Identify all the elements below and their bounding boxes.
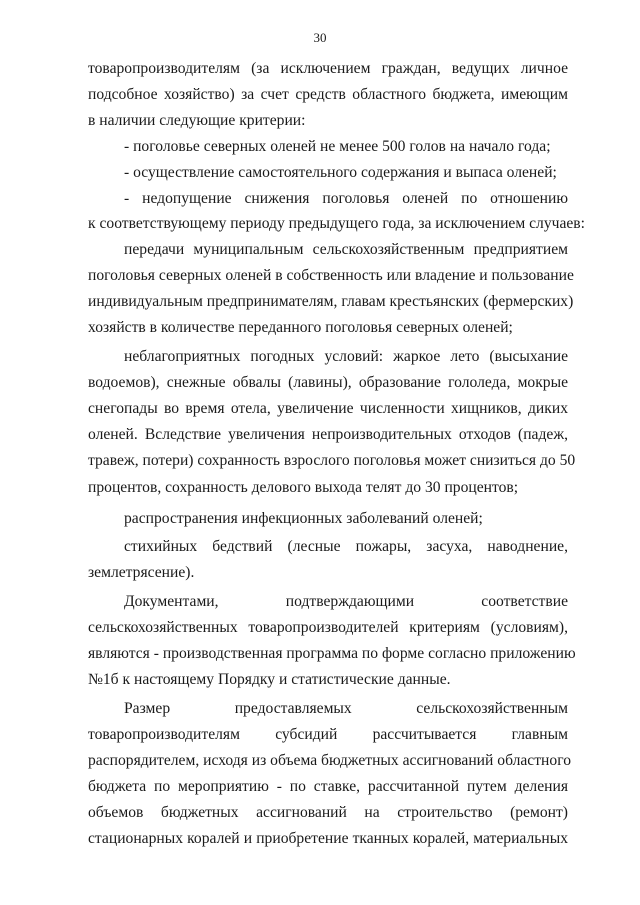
text-line: сельскохозяйственных товаропроизводителей критериям (условиям), [88,619,568,636]
text-line: - осуществление самостоятельного содержания и выпаса оленей; [124,164,557,181]
text-line: хозяйств в количестве переданного поголовья северных оленей; [88,319,513,336]
text-line: Размер предоставляемых сельскохозяйственным [124,700,568,717]
text-line: бюджета по мероприятию - по ставке, рассчитанной путем деления [88,778,568,795]
text-line: стационарных коралей и приобретение тканных коралей, материальных [88,830,568,847]
text-line: являются - производственная программа по форме согласно приложению [88,645,576,662]
text-line: распорядителем, исходя из объема бюджетных ассигнований областного [88,752,571,769]
text-line: стихийных бедствий (лесные пожары, засуха, наводнение, [124,538,568,555]
text-line: оленей. Вследствие увеличения непроизводительных отходов (падеж, [88,426,568,443]
text-line: индивидуальным предпринимателям, главам крестьянских (фермерских) [88,293,574,310]
text-line: в наличии следующие критерии: [88,112,306,129]
text-line: процентов, сохранность делового выхода телят до 30 процентов; [88,479,519,496]
text-line: объемов бюджетных ассигнований на строительство (ремонт) [88,804,568,821]
text-line: товаропроизводителям субсидий рассчитывается главным [88,726,568,743]
text-line: к соответствующему периоду предыдущего года, за исключением случаев: [88,215,586,232]
text-line: товаропроизводителям (за исключением граждан, ведущих личное [88,60,568,77]
text-line: травеж, потери) сохранность взрослого поголовья может снизиться до 50 [88,452,576,469]
text-line: неблагоприятных погодных условий: жаркое лето (высыхание [124,348,568,365]
text-line: распространения инфекционных заболеваний оленей; [124,510,483,527]
text-line: водоемов), снежные обвалы (лавины), образование гололеда, мокрые [88,374,568,391]
text-line: снегопады во время отела, увеличение численности хищников, диких [88,400,568,417]
text-line: передачи муниципальным сельскохозяйственным предприятием [124,241,568,258]
text-line: подсобное хозяйство) за счет средств областного бюджета, имеющим [88,86,568,103]
text-line: поголовья северных оленей в собственность или владение и пользование [88,267,574,284]
text-line: землетрясение). [88,564,195,581]
text-line: Документами, подтверждающими соответствие [124,593,568,610]
text-line: №1б к настоящему Порядку и статистические данные. [88,671,451,688]
text-line: - поголовье северных оленей не менее 500 голов на начало года; [124,138,551,155]
page-number: 30 [313,30,327,45]
text-line: - недопущение снижения поголовья оленей по отношению [124,190,568,207]
